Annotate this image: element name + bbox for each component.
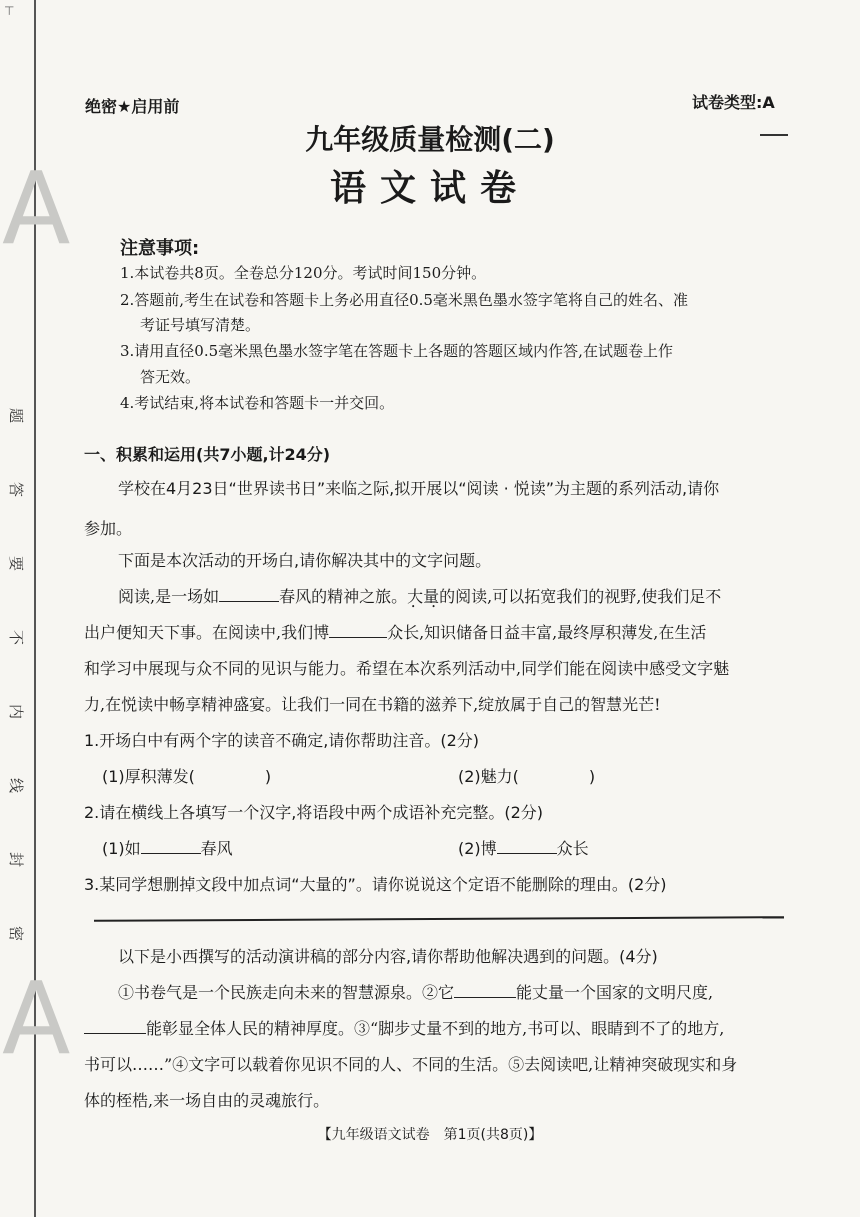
dotted-phrase: 大量的 • • [407,587,455,606]
question-1a [102,764,271,787]
question-1: 1.开场白中有两个字的读音不确定,请你帮助注音。(2分) [84,731,480,750]
notice-item-continued: 考证号填写清楚。 [140,316,261,334]
binding-char: 内 [7,703,26,720]
question-2: 2.请在横线上各填写一个汉字,将语段中两个成语补充完整。(2分) [84,803,544,822]
passage-line: 和学习中展现与众不同的见识与能力。希望在本次系列活动中,同学们能在阅读中感受文字魅 [84,659,730,678]
question-2a [102,836,233,859]
speech-line: 体的桎梏,来一场自由的灵魂旅行。 [84,1091,330,1110]
passage-line: 力,在悦读中畅享精神盛宴。让我们一同在书籍的滋养下,绽放属于自己的智慧光芒! [84,695,661,714]
intro-text: 参加。 [84,519,133,538]
question-text: ) [588,767,596,786]
notice-item: 3.请用直径0.5毫米黑色墨水签字笔在答题卡上各题的答题区域内作答,在试题卷上作 [120,342,673,360]
passage-line [84,620,706,643]
question-1b [458,764,595,787]
corner-mark: ⊤ [4,4,15,18]
question-text: (2)博 [458,839,497,858]
binding-char: 不 [7,629,26,646]
binding-char: 封 [7,851,26,868]
speech-text: ①书卷气是一个民族走向未来的智慧源泉。②它 [118,983,455,1002]
question-text: (2)魅力( [458,767,519,786]
fill-blank[interactable] [141,839,201,854]
question-text: 众长 [556,839,589,858]
notice-item-continued: 答无效。 [140,368,201,386]
question-2b [458,836,589,859]
speech-text: 能丈量一个国家的文明尺度, [516,983,714,1002]
intro-text: 下面是本次活动的开场白,请你解决其中的文字问题。 [118,551,492,570]
fill-blank[interactable] [454,983,516,998]
question-text: 春风 [200,839,233,858]
passage-text: 阅读,是一场如 [118,587,220,606]
speech-intro: 以下是小西撰写的活动演讲稿的部分内容,请你帮助他解决遇到的问题。(4分) [118,947,658,966]
notice-item: 1.本试卷共8页。全卷总分120分。考试时间150分钟。 [120,264,487,282]
notice-item: 4.考试结束,将本试卷和答题卡一并交回。 [120,394,395,412]
question-text: (1)如 [102,839,141,858]
answer-line[interactable] [94,916,784,921]
speech-line [118,980,713,1003]
subject-title: 语文试卷 [329,168,530,209]
fill-blank[interactable] [329,623,387,638]
binding-char: 题 [7,407,26,424]
binding-warning [6,405,28,944]
notice-heading: 注意事项: [120,238,200,259]
binding-char: 答 [7,481,26,498]
passage-text: 阅读,可以拓宽我们的视野,使我们足不 [455,587,722,606]
question-3: 3.某同学想删掉文段中加点词“大量的”。请你说说这个定语不能删除的理由。(2分) [84,875,667,894]
passage-text: 众长,知识储备日益丰富,最终厚积薄发,在生活 [387,623,707,642]
speech-line [84,1016,724,1039]
question-text: ) [264,767,272,786]
speech-line: 书可以……”④文字可以载着你见识不同的人、不同的生活。⑤去阅读吧,让精神突破现实和身 [84,1055,738,1074]
exam-title: 九年级质量检测(二) [305,123,555,156]
intro-text: 学校在4月23日“世界读书日”来临之际,拟开展以“阅读 · 悦读”为主题的系列活动,请你 [118,479,720,498]
passage-text: 春风的精神之旅。 [279,587,408,606]
fill-blank[interactable] [84,1019,146,1034]
confidential-label: 绝密★启用前 [85,97,180,116]
watermark-a-icon: A [2,150,71,267]
section-heading: 一、积累和运用(共7小题,计24分) [84,445,331,464]
passage-line [118,584,721,607]
paper-type-label: 试卷类型:A [692,93,775,112]
speech-text: 能彰显全体人民的精神厚度。③“脚步丈量不到的地方,书可以、眼睛到不了的地方, [146,1019,725,1038]
binding-char: 线 [7,777,26,794]
watermark-a-icon: A [2,960,71,1077]
binding-char: 要 [7,555,26,572]
binding-char: 密 [7,925,26,942]
fill-blank[interactable] [219,587,279,602]
passage-text: 出户便知天下事。在阅读中,我们博 [84,623,330,642]
question-text: (1)厚积薄发( [102,767,195,786]
notice-item: 2.答题前,考生在试卷和答题卡上务必用直径0.5毫米黑色墨水签字笔将自己的姓名、准 [120,291,688,309]
fill-blank[interactable] [497,839,557,854]
page-footer: 【九年级语文试卷 第1页(共8页)】 [317,1127,543,1143]
